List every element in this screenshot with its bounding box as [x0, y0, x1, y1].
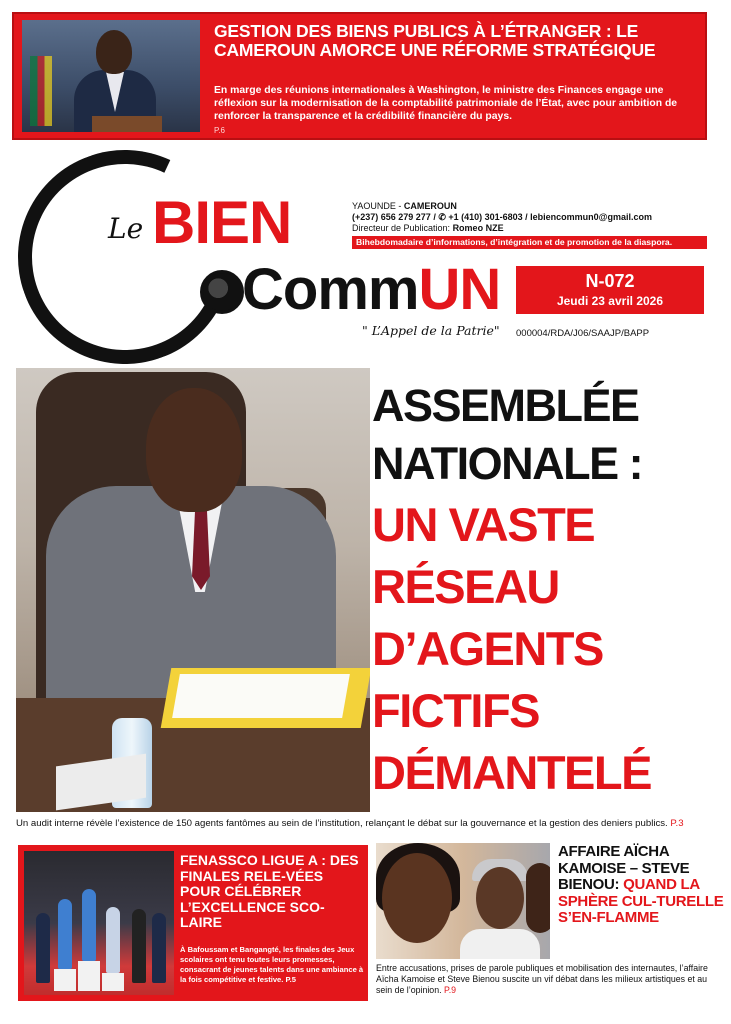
registration-number: 000004/RDA/J06/SAAJP/BAPP: [516, 328, 650, 339]
logo-commun: [206, 258, 500, 322]
headline-black-line-2[interactable]: NATIONALE :: [372, 438, 643, 489]
fenassco-title[interactable]: FENASSCO LIGUE A : DES FINALES RELE-VÉES POUR CÉLÉBRER L’EXCELLENCE SCO-LAIRE: [180, 852, 359, 930]
podium-photo: [24, 851, 174, 995]
aicha-story-title[interactable]: [558, 844, 724, 927]
top-story-page-ref: P.6: [214, 126, 225, 135]
logo-commun-red: UN: [418, 257, 501, 322]
aicha-title-red[interactable]: QUAND LA SPHÈRE CUL-TURELLE S’EN-FLAMME: [558, 876, 724, 926]
headline-red-line[interactable]: RÉSEAU: [372, 560, 559, 613]
headline-red-line[interactable]: UN VASTE: [372, 498, 595, 551]
aicha-story-photo[interactable]: [376, 843, 550, 959]
top-story-banner[interactable]: [12, 12, 707, 140]
director-name: Romeo NZE: [452, 223, 504, 233]
headline-black-line-1[interactable]: ASSEMBLÉE: [372, 380, 639, 431]
logo-bien: BIEN: [152, 189, 292, 256]
headline-red-line[interactable]: FICTIFS: [372, 684, 540, 737]
headline-red-line[interactable]: DÉMANTELÉ: [372, 746, 651, 799]
director-label: Directeur de Publication:: [352, 223, 453, 233]
masthead-tagline: Bihebdomadaire d’informations, d’intégration et de promotion de la diaspora.: [352, 236, 707, 249]
city-label: YAOUNDE -: [352, 201, 404, 211]
aicha-title-black[interactable]: AFFAIRE AÏCHA KAMOISE – STEVE BIENOU:: [558, 843, 690, 893]
masthead-director: [352, 223, 504, 233]
logo-le: Le: [108, 212, 144, 245]
issue-number: N-072: [585, 271, 635, 291]
issue-info-box: [516, 266, 704, 314]
country-label: CAMEROUN: [403, 201, 457, 211]
aicha-summary-text: Entre accusations, prises de parole publiques et mobilisation des internautes, l’affaire Aïcha Kamoise et Steve Bienou suscite un vif débat dans les milieux artistiques et au sein de l’opinion.: [376, 963, 708, 995]
top-story-title[interactable]: GESTION DES BIENS PUBLICS À L’ÉTRANGER : LE CAMEROUN AMORCE UNE RÉFORME STRATÉGIQUE: [214, 21, 656, 60]
minister-photo: [22, 20, 200, 132]
main-story-caption: [16, 818, 716, 829]
main-story-photo[interactable]: [16, 368, 370, 812]
aicha-page-ref: P.9: [444, 985, 457, 995]
masthead-contact: (+237) 656 279 277 / ✆ +1 (410) 301-6803 / lebiencommun0@gmail.com: [352, 212, 652, 222]
fenassco-summary: [180, 945, 364, 985]
main-caption-text: Un audit interne révèle l’existence de 150 agents fantômes au sein de l’institution, relançant le débat sur la gouvernance et la gestion des deniers publics.: [16, 818, 668, 829]
headline-red-line[interactable]: D’AGENTS: [372, 622, 603, 675]
masthead-location: [352, 201, 457, 211]
fenassco-page-ref: P.5: [285, 975, 296, 984]
main-story-page-ref: P.3: [670, 818, 684, 829]
logo-commun-black: Comm: [242, 257, 419, 322]
aicha-story-summary: [376, 963, 721, 996]
fenassco-summary-text: À Bafoussam et Bangangté, les finales des Jeux scolaires ont tenu toutes leurs promesses, consacrant de jeunes talents dans une ambiance à la fois compétitive et festive.: [180, 945, 364, 984]
top-story-summary: En marge des réunions internationales à Washington, le ministre des Finances engage une réflexion sur la modernisation de la comptabilité patrimoniale de l’État, avec pour ambition de renforcer la transparence et la crédibilité financière du pays.: [214, 85, 678, 122]
newspaper-slogan: " L’Appel de la Patrie": [362, 323, 500, 338]
fenassco-story[interactable]: [18, 845, 368, 1001]
issue-date: Jeudi 23 avril 2026: [556, 294, 664, 308]
